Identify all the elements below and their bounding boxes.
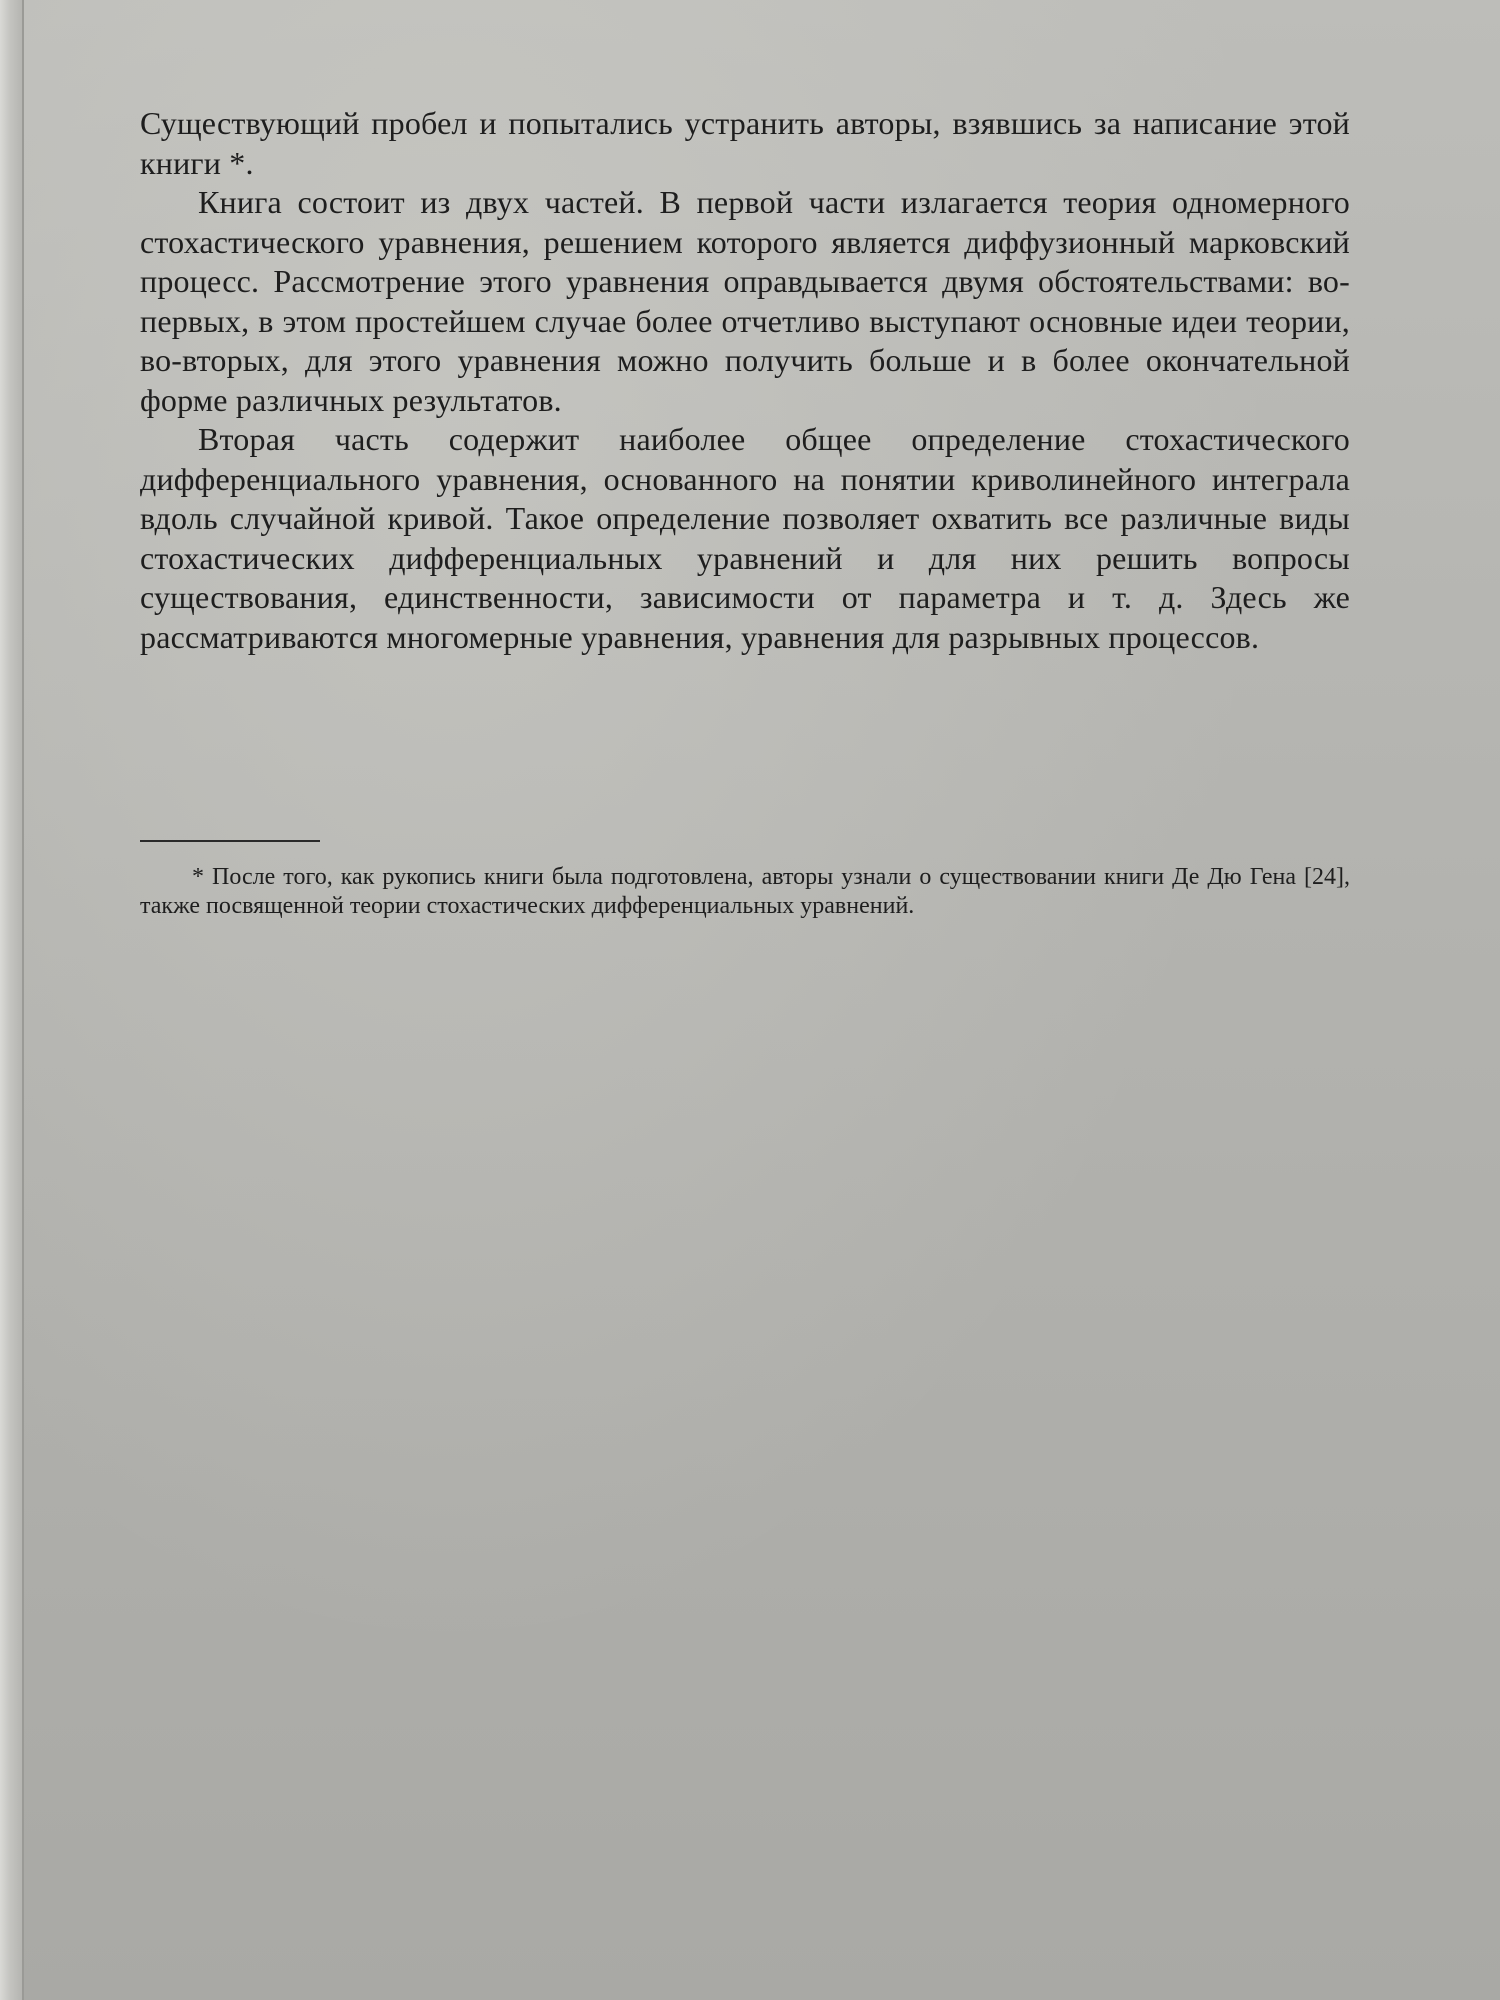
paragraph-1: Существующий пробел и попытались устранить авторы, взявшись за написание этой книги *. — [140, 105, 1350, 181]
paragraph-2: Книга состоит из двух частей. В первой части излагается теория одномерного стохастического уравнения, решением которого является диффузионный марковский процесс. Рассмотрение этого уравнения оправдывается двумя обстоятельствами: во-первых, в этом простейшем случае более отчетливо выступают основные идеи теории, во-вторых, для этого уравнения можно получить больше и в более окончательной форме различных результатов. — [140, 184, 1350, 418]
footnote: * После того, как рукопись книги была подготовлена, авторы узнали о существовании книги Де Дю Гена [24], также посвященной теории стохастических дифференциальных уравнений. — [140, 864, 1350, 919]
paragraph-3: Вторая часть содержит наиболее общее определение стохастического дифференциального уравнения, основанного на понятии криволинейного интеграла вдоль случайной кривой. Такое определение позволяет охватить все различные виды стохастических дифференциальных уравнений и для них решить вопросы существования, единственности, зависимости от параметра и т. д. Здесь же рассматриваются многомерные уравнения, уравнения для разрывных процессов. — [140, 421, 1350, 655]
footnote-divider — [140, 840, 320, 842]
main-text — [140, 104, 1350, 657]
page-binding-edge — [0, 0, 24, 2000]
